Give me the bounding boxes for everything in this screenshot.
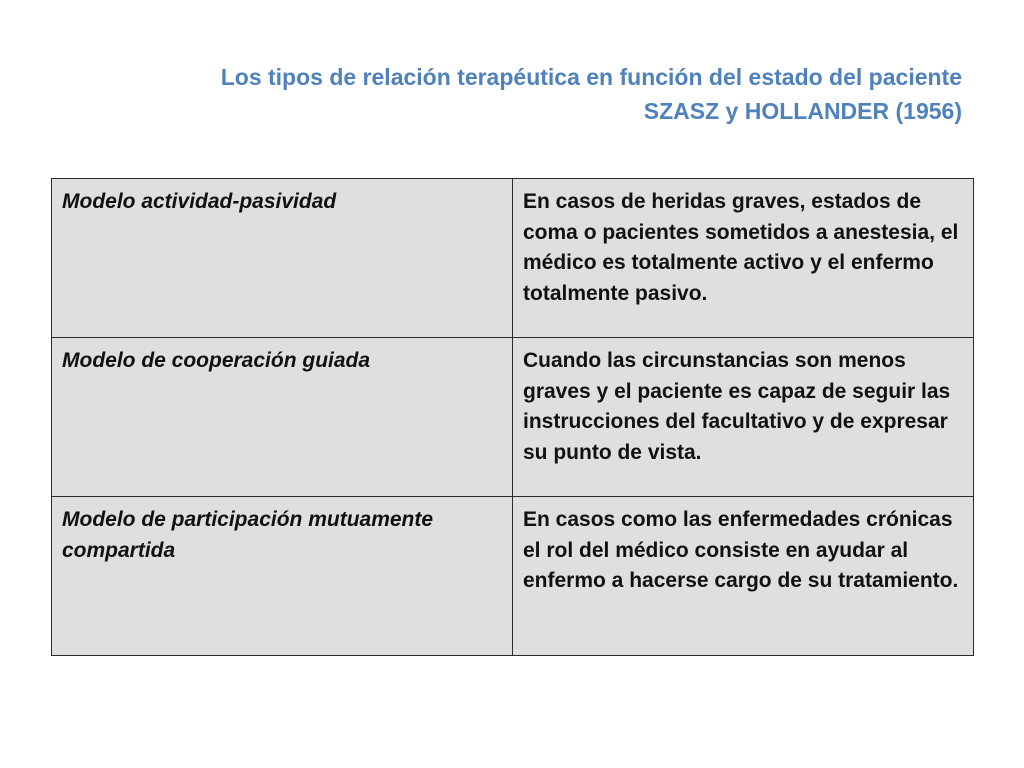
title-line-2: SZASZ y HOLLANDER (1956)	[643, 98, 962, 124]
model-description-cell: En casos como las enfermedades crónicas el rol del médico consiste en ayudar al enfermo a hacerse cargo de su tratamiento.	[513, 497, 974, 656]
model-name-cell: Modelo de cooperación guiada	[52, 338, 513, 497]
table-row-mutual-participation	[52, 497, 974, 656]
table-row-guided-cooperation	[52, 338, 974, 497]
model-description-cell: En casos de heridas graves, estados de coma o pacientes sometidos a anestesia, el médico es totalmente activo y el enfermo totalmente pasivo.	[513, 179, 974, 338]
therapeutic-models-table	[51, 178, 974, 656]
model-name-cell: Modelo de participación mutuamente compartida	[52, 497, 513, 656]
slide-title	[82, 60, 962, 128]
model-description-cell: Cuando las circunstancias son menos graves y el paciente es capaz de seguir las instrucciones del facultativo y de expresar su punto de vista.	[513, 338, 974, 497]
model-name-cell: Modelo actividad-pasividad	[52, 179, 513, 338]
table-row-activity-passivity	[52, 179, 974, 338]
title-line-1: Los tipos de relación terapéutica en función del estado del paciente	[220, 64, 962, 90]
